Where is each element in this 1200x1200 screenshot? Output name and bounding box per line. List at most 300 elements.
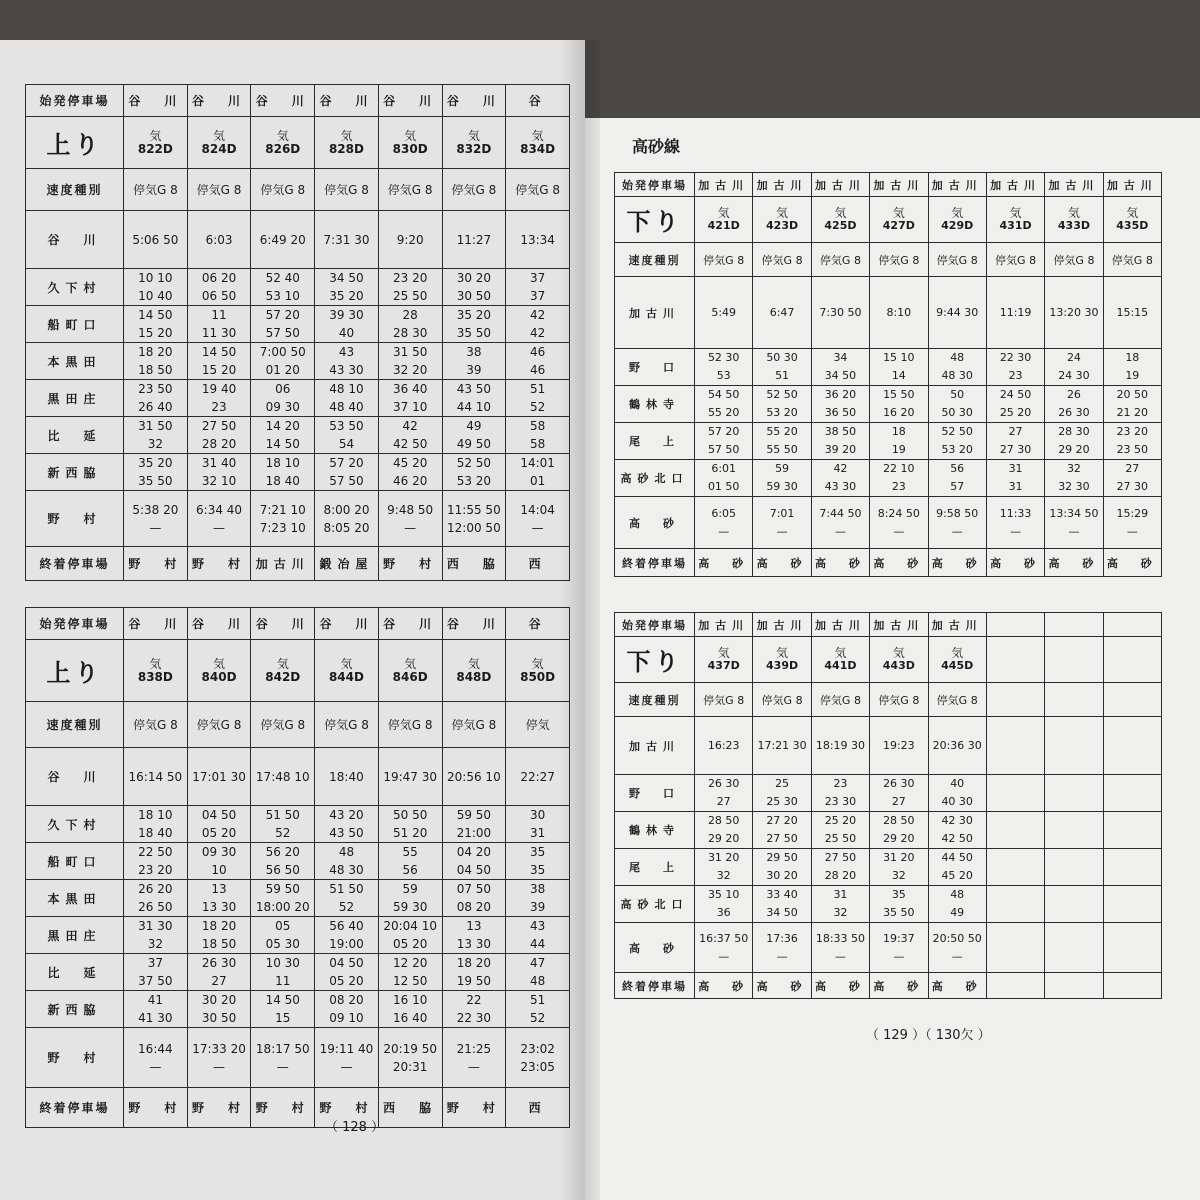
time-cell xyxy=(811,349,869,386)
speed-type-cell xyxy=(378,169,442,211)
time-cell xyxy=(442,806,506,843)
speed-type-cell xyxy=(870,243,928,277)
train-number-cell xyxy=(315,640,379,702)
time-value: 31 30 32 xyxy=(138,919,173,951)
train-kind: 気 xyxy=(467,128,480,143)
time-value: 04 50 05 20 xyxy=(329,956,364,988)
time-value: 30 31 xyxy=(529,808,546,840)
destination-cell xyxy=(986,973,1044,999)
time-cell xyxy=(442,454,506,491)
time-cell xyxy=(753,460,811,497)
time-value: 9:58 50 — xyxy=(936,506,979,538)
time-value: 22 30 23 xyxy=(999,351,1032,382)
station-name: 尾 上 xyxy=(615,849,695,886)
train-number-cell xyxy=(378,640,442,702)
station-name: 鶴林寺 xyxy=(615,386,695,423)
destination-cell xyxy=(870,549,928,577)
time-cell xyxy=(251,417,315,454)
direction-label: 下り xyxy=(615,637,695,683)
speed-type-cell xyxy=(187,702,251,748)
time-value: 11:27 xyxy=(456,232,492,247)
speed-type: 停気G 8 xyxy=(196,718,242,732)
departure-time xyxy=(315,748,379,806)
origin-cell xyxy=(187,608,251,640)
train-number-cell xyxy=(315,117,379,169)
speed-type-cell xyxy=(1103,243,1161,277)
origin-station: 加古川 xyxy=(698,178,750,192)
destination-cell xyxy=(928,973,986,999)
section-title: 高砂線 xyxy=(632,137,681,156)
departure-time xyxy=(251,748,315,806)
time-value: 59 59 30 xyxy=(766,462,798,493)
origin-station: 谷 川 xyxy=(446,617,501,631)
time-cell xyxy=(315,917,379,954)
time-value: 26 30 27 xyxy=(201,956,237,988)
time-cell xyxy=(753,349,811,386)
time-value: 52 50 53 20 xyxy=(766,388,798,419)
time-cell xyxy=(378,991,442,1028)
direction-label: 上り xyxy=(26,640,124,702)
origin-cell xyxy=(315,608,379,640)
time-cell xyxy=(378,843,442,880)
time-value: 34 50 35 20 xyxy=(329,271,364,303)
time-value: 29 50 30 20 xyxy=(766,851,798,882)
origin-row xyxy=(26,608,570,640)
destination-cell xyxy=(124,1088,188,1128)
time-value: 5:49 xyxy=(711,306,737,319)
time-value: 7:00 50 01 20 xyxy=(259,345,306,377)
departure-time xyxy=(870,717,928,775)
destination-station: 高 砂 xyxy=(931,979,983,993)
train-number-cell xyxy=(442,640,506,702)
speed-type: 停気G 8 xyxy=(451,183,497,197)
departure-time xyxy=(442,211,506,269)
station-row xyxy=(26,843,570,880)
station-name: 高砂北口 xyxy=(615,460,695,497)
time-value: 18:40 xyxy=(329,769,364,784)
time-cell xyxy=(315,417,379,454)
time-cell xyxy=(870,349,928,386)
arrival-time xyxy=(187,491,251,547)
speed-type-cell xyxy=(928,683,986,717)
time-cell xyxy=(442,380,506,417)
train-number-cell xyxy=(251,640,315,702)
speed-type-label: 速度種別 xyxy=(26,702,124,748)
time-cell xyxy=(124,806,188,843)
speed-type: 停気G 8 xyxy=(1111,253,1153,267)
speed-type-row xyxy=(26,702,570,748)
arrival-time xyxy=(695,497,753,549)
time-cell xyxy=(1045,386,1103,423)
time-cell xyxy=(442,880,506,917)
time-cell xyxy=(378,880,442,917)
origin-cell xyxy=(928,613,986,637)
time-value: 27 27 30 xyxy=(1116,462,1149,493)
time-value: 28 50 29 20 xyxy=(707,814,740,845)
arrival-time xyxy=(928,497,986,549)
time-value: 52 50 53 20 xyxy=(941,425,973,456)
origin-label: 始発停車場 xyxy=(615,173,695,197)
time-value: 28 30 29 20 xyxy=(1058,425,1090,456)
train-number: 822D xyxy=(137,141,173,156)
train-number-cell xyxy=(442,117,506,169)
train-number: 439D xyxy=(766,658,799,672)
arrival-time xyxy=(753,497,811,549)
time-value: 10 30 11 xyxy=(265,956,300,988)
time-value: 52 30 53 xyxy=(707,351,740,382)
last-station-row xyxy=(615,497,1162,549)
time-cell xyxy=(378,380,442,417)
train-kind: 気 xyxy=(149,128,162,143)
origin-cell xyxy=(753,613,811,637)
destination-station: 鍛冶屋 xyxy=(319,557,374,571)
time-value: 16:37 50 — xyxy=(699,931,749,963)
time-cell xyxy=(315,954,379,991)
time-cell xyxy=(928,423,986,460)
arrival-time xyxy=(251,1028,315,1088)
train-number-row xyxy=(26,640,570,702)
destination-label: 終着停車場 xyxy=(615,973,695,999)
time-cell xyxy=(1103,812,1161,849)
time-cell xyxy=(315,806,379,843)
origin-cell xyxy=(870,613,928,637)
time-cell xyxy=(442,343,506,380)
time-cell xyxy=(986,886,1044,923)
first-station-row xyxy=(615,717,1162,775)
time-cell xyxy=(378,954,442,991)
speed-type-cell xyxy=(251,702,315,748)
time-value: 39 30 40 xyxy=(329,308,364,340)
time-value: 18:19 30 xyxy=(815,739,866,752)
departure-time xyxy=(315,211,379,269)
speed-type-cell xyxy=(124,702,188,748)
destination-station: 西 脇 xyxy=(446,557,501,571)
time-value: 42 43 30 xyxy=(824,462,857,493)
origin-cell xyxy=(870,173,928,197)
time-value: 8:10 xyxy=(886,306,912,319)
time-cell xyxy=(124,954,188,991)
arrival-time xyxy=(870,497,928,549)
first-station-row xyxy=(26,211,570,269)
last-station-name: 野 村 xyxy=(26,1028,124,1088)
departure-time xyxy=(1045,717,1103,775)
destination-station: 西 xyxy=(528,557,547,571)
station-row xyxy=(615,349,1162,386)
speed-type-row xyxy=(26,169,570,211)
time-value: 25 20 25 50 xyxy=(824,814,857,845)
train-number: 824D xyxy=(201,141,237,156)
origin-cell xyxy=(695,613,753,637)
speed-type: 停気G 8 xyxy=(761,693,803,707)
train-number: 838D xyxy=(137,669,173,684)
station-name: 比 延 xyxy=(26,954,124,991)
train-number: 437D xyxy=(707,658,740,672)
last-station-name: 高 砂 xyxy=(615,923,695,973)
departure-time xyxy=(124,748,188,806)
time-cell xyxy=(124,380,188,417)
speed-type-row xyxy=(615,683,1162,717)
speed-type-cell xyxy=(378,702,442,748)
time-value: 16:44 — xyxy=(138,1041,173,1074)
train-number-cell xyxy=(1045,197,1103,243)
time-cell xyxy=(442,954,506,991)
time-cell xyxy=(811,423,869,460)
destination-cell xyxy=(251,1088,315,1128)
time-cell xyxy=(187,417,251,454)
train-kind: 気 xyxy=(531,128,544,143)
time-value: 43 43 30 xyxy=(329,345,364,377)
destination-cell xyxy=(870,973,928,999)
train-kind: 気 xyxy=(717,645,730,660)
time-value: 59 59 30 xyxy=(392,882,428,914)
train-kind: 気 xyxy=(149,656,162,671)
time-value: 26 20 26 50 xyxy=(138,882,173,914)
destination-cell xyxy=(1045,549,1103,577)
origin-station: 加古川 xyxy=(814,618,866,632)
time-value: 16:14 50 xyxy=(128,769,183,784)
station-row xyxy=(26,454,570,491)
train-kind: 気 xyxy=(776,205,789,220)
destination-row xyxy=(26,1088,570,1128)
time-cell xyxy=(315,843,379,880)
time-cell xyxy=(506,380,570,417)
page-number-right: （ 129 ）（ 130欠 ） xyxy=(866,1028,991,1043)
speed-type: 停気G 8 xyxy=(936,693,978,707)
train-number: 844D xyxy=(328,669,364,684)
time-cell xyxy=(986,349,1044,386)
time-cell xyxy=(1103,349,1161,386)
time-value: 20:56 10 xyxy=(447,769,501,784)
train-number-cell xyxy=(1103,197,1161,243)
time-value: 14 50 15 20 xyxy=(138,308,173,340)
train-number-cell xyxy=(506,117,570,169)
train-kind: 気 xyxy=(340,128,353,143)
time-cell xyxy=(187,880,251,917)
time-cell xyxy=(870,386,928,423)
origin-station: 谷 川 xyxy=(192,617,247,631)
origin-cell xyxy=(251,85,315,117)
arrival-time xyxy=(695,923,753,973)
time-value: 16 10 16 40 xyxy=(392,993,428,1025)
origin-station: 加古川 xyxy=(698,618,750,632)
time-value: 33 40 34 50 xyxy=(766,888,798,919)
destination-label: 終着停車場 xyxy=(615,549,695,577)
time-value: 20 50 21 20 xyxy=(1116,388,1149,419)
destination-cell xyxy=(378,1088,442,1128)
time-cell xyxy=(251,454,315,491)
train-number: 423D xyxy=(766,218,799,232)
time-cell xyxy=(811,460,869,497)
time-value: 37 37 xyxy=(529,271,546,303)
time-cell xyxy=(315,306,379,343)
time-cell xyxy=(124,880,188,917)
speed-type: 停気G 8 xyxy=(387,183,433,197)
train-kind: 気 xyxy=(951,645,964,660)
time-value: 11:19 xyxy=(999,306,1032,319)
time-value: 46 46 xyxy=(529,345,546,377)
time-value: 11:33 — xyxy=(999,506,1032,538)
time-value: 26 26 30 xyxy=(1058,388,1090,419)
time-cell xyxy=(506,417,570,454)
time-value: 43 44 xyxy=(529,919,546,951)
time-value: 27 50 28 20 xyxy=(201,419,237,451)
time-value: 04 20 04 50 xyxy=(456,845,492,877)
time-value: 40 40 30 xyxy=(941,777,973,808)
speed-type-cell xyxy=(442,169,506,211)
time-cell xyxy=(1045,423,1103,460)
train-number-cell xyxy=(506,640,570,702)
origin-cell xyxy=(378,608,442,640)
arrival-time xyxy=(870,923,928,973)
train-number: 441D xyxy=(824,658,857,672)
time-value: 6:01 01 50 xyxy=(707,462,740,493)
train-kind: 気 xyxy=(276,656,289,671)
speed-type: 停気G 8 xyxy=(1053,253,1095,267)
speed-type-cell xyxy=(315,169,379,211)
time-cell xyxy=(506,843,570,880)
time-cell xyxy=(506,917,570,954)
speed-type: 停気G 8 xyxy=(260,183,306,197)
train-number-cell xyxy=(187,640,251,702)
destination-station: 高 砂 xyxy=(814,979,866,993)
time-cell xyxy=(695,460,753,497)
train-number: 425D xyxy=(824,218,857,232)
time-value: 15 10 14 xyxy=(883,351,915,382)
time-value: 49 49 50 xyxy=(456,419,492,451)
train-kind: 気 xyxy=(404,128,417,143)
time-cell xyxy=(315,380,379,417)
time-cell xyxy=(442,843,506,880)
time-cell xyxy=(442,917,506,954)
timetable-right-bottom xyxy=(614,612,1162,999)
time-value: 52 50 53 20 xyxy=(456,456,492,488)
time-value: 32 32 30 xyxy=(1058,462,1090,493)
time-value: 50 50 30 xyxy=(941,388,973,419)
time-value: 41 41 30 xyxy=(138,993,173,1025)
origin-row xyxy=(615,173,1162,197)
time-cell xyxy=(811,386,869,423)
time-cell xyxy=(870,460,928,497)
speed-type-cell xyxy=(928,243,986,277)
time-value: 14 50 15 20 xyxy=(201,345,237,377)
departure-time xyxy=(378,211,442,269)
time-value: 22 50 23 20 xyxy=(138,845,173,877)
train-kind: 気 xyxy=(834,205,847,220)
station-name: 鶴林寺 xyxy=(615,812,695,849)
destination-row xyxy=(615,549,1162,577)
time-value: 59 50 18:00 20 xyxy=(255,882,310,914)
arrival-time xyxy=(986,497,1044,549)
origin-cell xyxy=(1045,173,1103,197)
speed-type-label: 速度種別 xyxy=(615,243,695,277)
train-kind: 気 xyxy=(276,128,289,143)
time-cell xyxy=(251,843,315,880)
departure-time xyxy=(378,748,442,806)
station-row xyxy=(615,423,1162,460)
time-cell xyxy=(986,386,1044,423)
station-row xyxy=(615,386,1162,423)
origin-cell xyxy=(986,173,1044,197)
speed-type: 停気G 8 xyxy=(761,253,803,267)
speed-type-cell xyxy=(506,169,570,211)
time-value: 58 58 xyxy=(529,419,546,451)
time-cell xyxy=(442,417,506,454)
time-value: 27 27 30 xyxy=(999,425,1032,456)
train-number-cell xyxy=(753,197,811,243)
time-value: 6:47 xyxy=(769,306,795,319)
speed-type: 停気G 8 xyxy=(132,718,178,732)
train-number-cell xyxy=(1045,637,1103,683)
time-cell xyxy=(124,991,188,1028)
time-cell xyxy=(753,423,811,460)
time-cell xyxy=(1045,849,1103,886)
origin-station: 加古川 xyxy=(1048,178,1100,192)
direction-label: 下り xyxy=(615,197,695,243)
origin-station: 谷 xyxy=(528,617,547,631)
time-cell xyxy=(1103,886,1161,923)
origin-cell xyxy=(986,613,1044,637)
origin-cell xyxy=(1045,613,1103,637)
time-cell xyxy=(442,991,506,1028)
time-value: 19 40 23 xyxy=(201,382,237,414)
destination-station: 高 砂 xyxy=(931,556,983,570)
time-cell xyxy=(1103,423,1161,460)
speed-type-cell xyxy=(811,243,869,277)
origin-cell xyxy=(442,608,506,640)
destination-station: 高 砂 xyxy=(1106,556,1158,570)
time-value: 59 50 21:00 xyxy=(456,808,492,840)
destination-cell xyxy=(986,549,1044,577)
speed-type: 停気G 8 xyxy=(819,693,861,707)
destination-station: 野 村 xyxy=(446,1101,501,1115)
destination-row xyxy=(615,973,1162,999)
origin-cell xyxy=(506,85,570,117)
train-kind: 気 xyxy=(892,205,905,220)
time-cell xyxy=(187,991,251,1028)
time-value: 23 20 23 50 xyxy=(1116,425,1149,456)
train-number: 429D xyxy=(941,218,974,232)
time-value: 7:31 30 xyxy=(323,232,370,247)
time-value: 20:50 50 — xyxy=(932,931,982,963)
time-value: 14 50 15 xyxy=(265,993,300,1025)
arrival-time xyxy=(124,1028,188,1088)
time-value: 08 20 09 10 xyxy=(329,993,364,1025)
time-cell xyxy=(695,812,753,849)
origin-cell xyxy=(251,608,315,640)
origin-station: 谷 川 xyxy=(319,94,374,108)
time-value: 10 10 10 40 xyxy=(138,271,173,303)
time-value: 23:02 23:05 xyxy=(520,1041,555,1074)
speed-type: 停気G 8 xyxy=(515,183,560,197)
origin-station: 加古川 xyxy=(873,178,925,192)
arrival-time xyxy=(442,491,506,547)
train-kind: 気 xyxy=(1067,205,1080,220)
timetable-right-top xyxy=(614,172,1162,577)
time-value: 43 50 44 10 xyxy=(456,382,492,414)
time-cell xyxy=(251,380,315,417)
destination-station: 野 村 xyxy=(255,1101,310,1115)
time-cell xyxy=(1045,349,1103,386)
train-number-cell xyxy=(870,637,928,683)
time-cell xyxy=(124,454,188,491)
time-cell xyxy=(986,423,1044,460)
last-station-row xyxy=(26,491,570,547)
origin-station: 加古川 xyxy=(756,178,808,192)
train-number: 842D xyxy=(265,669,301,684)
time-value: 09 30 10 xyxy=(201,845,237,877)
departure-time xyxy=(251,211,315,269)
time-cell xyxy=(251,806,315,843)
